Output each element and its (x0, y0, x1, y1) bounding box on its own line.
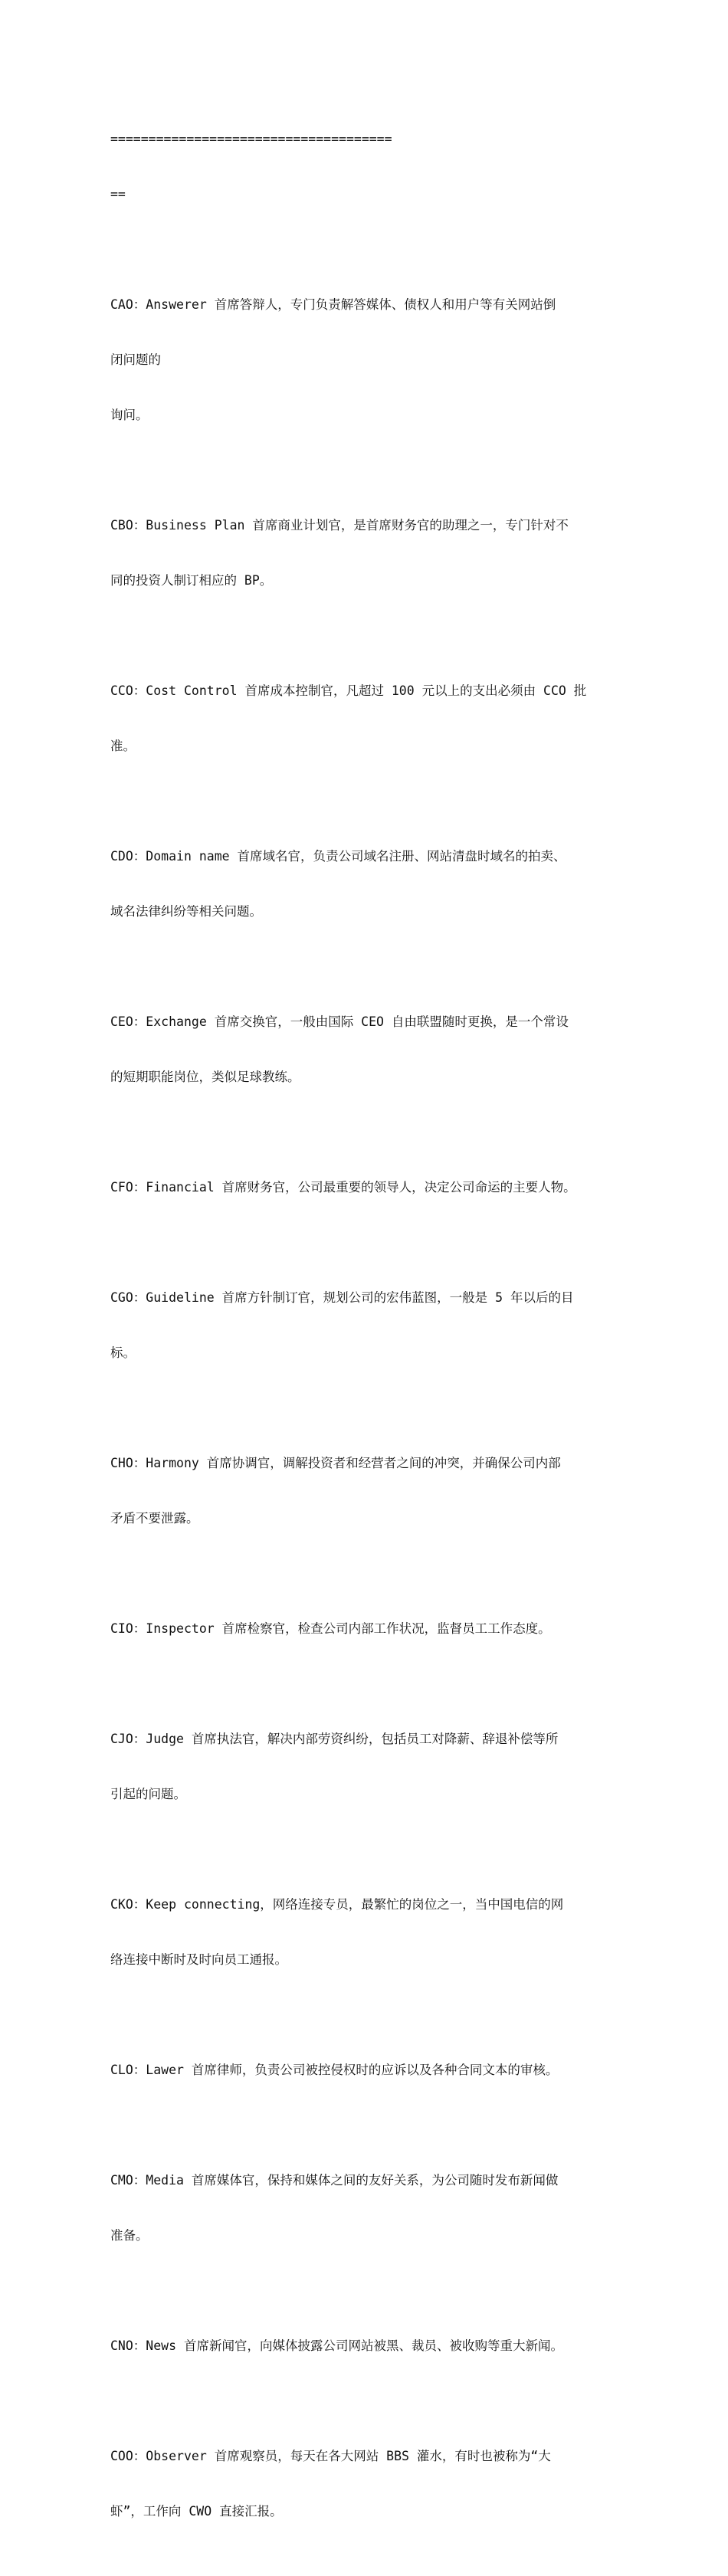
entry-cbo (110, 480, 631, 627)
entry-line: CBO：Business Plan 首席商业计划官，是首席财务官的助理之一，专门针对不 (110, 518, 569, 533)
entry-line: 准。 (110, 739, 136, 753)
entry-line: 询问。 (110, 408, 149, 422)
document-page (110, 93, 631, 2576)
entry-line: 准备。 (110, 2228, 149, 2243)
entry-line: 闭问题的 (110, 352, 161, 367)
entry-ceo (110, 976, 631, 1123)
entry-line: CKO：Keep connecting，网络连接专员，最繁忙的岗位之一，当中国电信的网 (110, 1897, 564, 1912)
entry-line: 虾”，工作向 CWO 直接汇报。 (110, 2504, 283, 2519)
entry-cno (110, 2300, 631, 2392)
separator-line-1: ===================================== (110, 132, 392, 146)
entry-line: 域名法律纠纷等相关问题。 (110, 904, 262, 919)
entry-cdo (110, 811, 631, 958)
entry-cho (110, 1417, 631, 1565)
entry-line: 引起的问题。 (110, 1787, 186, 1801)
entry-line: CAO：Answerer 首席答辩人，专门负责解答媒体、债权人和用户等有关网站倒 (110, 297, 556, 312)
entry-line: 络连接中断时及时向员工通报。 (110, 1952, 287, 1967)
entry-line: CJO：Judge 首席执法官，解决内部劳资纠纷，包括员工对降薪、辞退补偿等所 (110, 1732, 559, 1746)
entry-line: CDO：Domain name 首席域名官，负责公司域名注册、网站清盘时域名的拍卖、 (110, 849, 566, 864)
entry-cgo (110, 1252, 631, 1399)
separator-line-2: == (110, 187, 126, 202)
entry-line: 同的投资人制订相应的 BP。 (110, 573, 273, 588)
entry-cjo (110, 1693, 631, 1840)
entry-cco (110, 645, 631, 792)
entry-cio (110, 1583, 631, 1675)
entry-line: CMO：Media 首席媒体官，保持和媒体之间的友好关系，为公司随时发布新闻做 (110, 2173, 559, 2188)
entry-line: CIO：Inspector 首席检察官，检查公司内部工作状况，监督员工工作态度。 (110, 1621, 551, 1636)
entry-cao (110, 259, 631, 461)
entry-line: COO：Observer 首席观察员，每天在各大网站 BBS 灌水，有时也被称为“大 (110, 2449, 551, 2463)
entry-line: 标。 (110, 1345, 136, 1360)
entry-line: 的短期职能岗位，类似足球教练。 (110, 1070, 300, 1084)
entry-line: CCO：Cost Control 首席成本控制官，凡超过 100 元以上的支出必须由 CCO 批 (110, 683, 587, 698)
entry-cfo (110, 1142, 631, 1234)
separator-rule (110, 93, 631, 241)
entry-cmo (110, 2135, 631, 2282)
entry-line: CNO：News 首席新闻官，向媒体披露公司网站被黑、裁员、被收购等重大新闻。 (110, 2338, 563, 2353)
entry-line: CEO：Exchange 首席交换官，一般由国际 CEO 自由联盟随时更换，是一个常设 (110, 1014, 569, 1029)
entry-line: CHO：Harmony 首席协调官，调解投资者和经营者之间的冲突，并确保公司内部 (110, 1456, 561, 1470)
entry-cko (110, 1859, 631, 2006)
entry-line: CFO：Financial 首席财务官，公司最重要的领导人，决定公司命运的主要人物。 (110, 1180, 576, 1195)
entry-line: 矛盾不要泄露。 (110, 1511, 199, 1526)
entry-line: CLO：Lawer 首席律师，负责公司被控侵权时的应诉以及各种合同文本的审核。 (110, 2063, 559, 2077)
entry-coo (110, 2410, 631, 2558)
entry-line: CGO：Guideline 首席方针制订官，规划公司的宏伟蓝图，一般是 5 年以后的目 (110, 1290, 574, 1305)
entry-clo (110, 2024, 631, 2116)
